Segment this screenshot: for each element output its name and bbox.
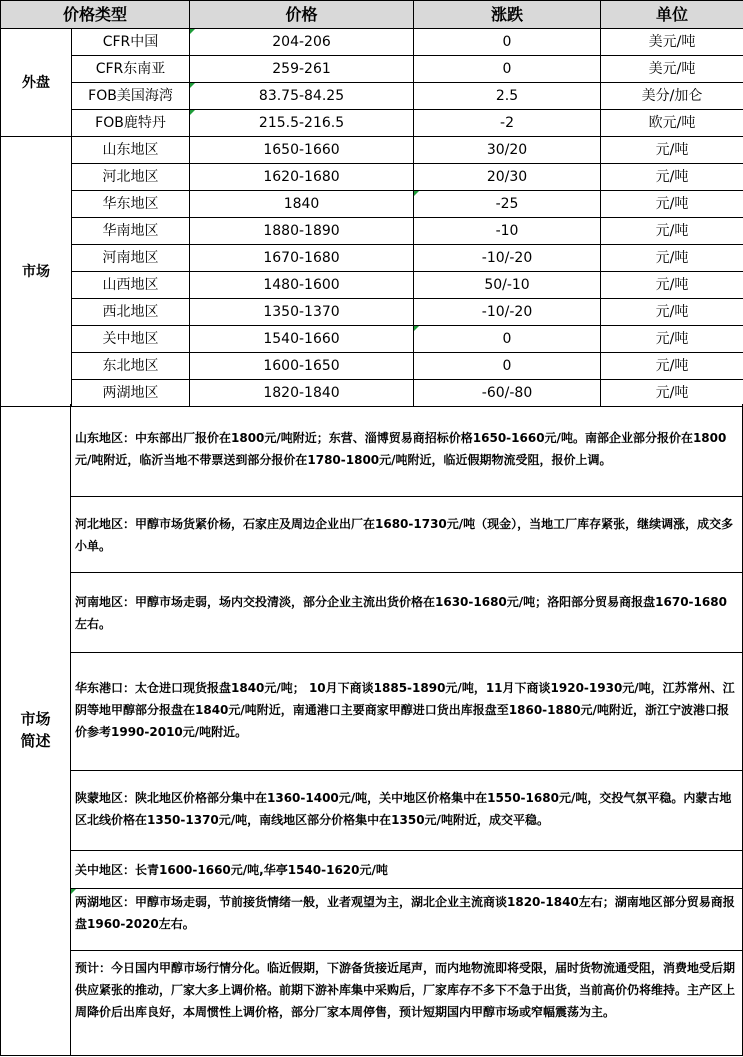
summary-label-line1: 市场 bbox=[20, 709, 51, 728]
row-price: 1880-1890 bbox=[190, 218, 414, 245]
group-foreign: 外盘 bbox=[1, 29, 72, 137]
row-name: 华南地区 bbox=[72, 218, 190, 245]
summary-text: 预计：今日国内甲醇市场行情分化。临近假期，下游备货接近尾声，而内地物流即将受限，届时货物流通受阻，消费地受后期供应紧张的推动，厂家大多上调价格。前期下游补库集中采购后，厂家库存不多下不急于出货，当前高价仍将维持。主产区上周降价后出库良好，本周惯性上调价格，部分厂家本周停售，预计短期国内甲醇市场或窄幅震荡为主。 bbox=[75, 961, 736, 1019]
row-price: 259-261 bbox=[190, 56, 414, 83]
summary-paragraph bbox=[71, 771, 743, 851]
row-change: 2.5 bbox=[414, 83, 601, 110]
row-change: -10/-20 bbox=[414, 299, 601, 326]
row-price: 1600-1650 bbox=[190, 353, 414, 380]
row-price: 1620-1680 bbox=[190, 164, 414, 191]
row-price: 83.75-84.25 bbox=[190, 83, 414, 110]
row-unit: 美分/加仑 bbox=[601, 83, 743, 110]
table-row bbox=[1, 83, 743, 110]
summary-text: 陕蒙地区：陕北地区价格部分集中在1360-1400元/吨，关中地区价格集中在1550-1680元/吨，交投气氛平稳。内蒙古地区北线价格在1350-1370元/吨，南线地区部分价格集中在1350元/吨附近，成交平稳。 bbox=[75, 791, 732, 827]
table-row bbox=[1, 218, 743, 245]
row-price: 1820-1840 bbox=[190, 380, 414, 407]
row-unit: 元/吨 bbox=[601, 272, 743, 299]
row-name: 河北地区 bbox=[72, 164, 190, 191]
row-price: 1540-1660 bbox=[190, 326, 414, 353]
row-name: 河南地区 bbox=[72, 245, 190, 272]
header-change: 涨跌 bbox=[414, 1, 601, 29]
row-unit: 元/吨 bbox=[601, 218, 743, 245]
row-change: 0 bbox=[414, 326, 601, 353]
table-row bbox=[1, 29, 743, 56]
row-change: 20/30 bbox=[414, 164, 601, 191]
table-row bbox=[1, 56, 743, 83]
group-market: 市场 bbox=[1, 137, 72, 407]
market-summary bbox=[0, 404, 743, 1057]
table-row bbox=[1, 299, 743, 326]
row-unit: 元/吨 bbox=[601, 380, 743, 407]
row-unit: 欧元/吨 bbox=[601, 110, 743, 137]
row-change: -25 bbox=[414, 191, 601, 218]
summary-text: 关中地区：长青1600-1660元/吨,华亭1540-1620元/吨 bbox=[75, 863, 388, 877]
row-change: -2 bbox=[414, 110, 601, 137]
row-name: 东北地区 bbox=[72, 353, 190, 380]
row-unit: 元/吨 bbox=[601, 245, 743, 272]
table-row bbox=[1, 245, 743, 272]
table-row bbox=[1, 164, 743, 191]
row-change: 0 bbox=[414, 353, 601, 380]
row-change: -60/-80 bbox=[414, 380, 601, 407]
summary-text: 两湖地区：甲醇市场走弱，节前接货情绪一般，业者观望为主，湖北企业主流商谈1820-1840左右；湖南地区部分贸易商报盘1960-2020左右。 bbox=[75, 895, 735, 931]
row-change: 50/-10 bbox=[414, 272, 601, 299]
row-name: 关中地区 bbox=[72, 326, 190, 353]
summary-text: 河南地区：甲醇市场走弱，场内交投清淡，部分企业主流出货价格在1630-1680元/吨；洛阳部分贸易商报盘1670-1680左右。 bbox=[75, 595, 727, 631]
table-row bbox=[1, 110, 743, 137]
row-price: 1670-1680 bbox=[190, 245, 414, 272]
row-name: 山西地区 bbox=[72, 272, 190, 299]
summary-text: 华东港口：太仓进口现货报盘1840元/吨； 10月下商谈1885-1890元/吨，11月下商谈1920-1930元/吨，江苏常州、江阴等地甲醇部分报盘在1840元/吨附近，南通港口主要商家甲醇进口货出库报盘至1860-1880元/吨附近，浙江宁波港口报价参考1990-2010元/吨附近。 bbox=[75, 681, 735, 739]
row-unit: 美元/吨 bbox=[601, 29, 743, 56]
table-row bbox=[1, 326, 743, 353]
row-name: CFR中国 bbox=[72, 29, 190, 56]
row-name: 华东地区 bbox=[72, 191, 190, 218]
summary-label-line2: 简述 bbox=[20, 731, 51, 750]
summary-paragraph bbox=[71, 497, 743, 573]
price-table bbox=[0, 0, 743, 407]
table-row bbox=[1, 353, 743, 380]
summary-paragraph bbox=[71, 573, 743, 653]
summary-text: 河北地区：甲醇市场货紧价杨，石家庄及周边企业出厂在1680-1730元/吨（现金），当地工厂库存紧张，继续调涨，成交多小单。 bbox=[75, 517, 734, 553]
summary-paragraph bbox=[71, 851, 743, 889]
row-unit: 元/吨 bbox=[601, 353, 743, 380]
row-price: 1480-1600 bbox=[190, 272, 414, 299]
row-name: FOB鹿特丹 bbox=[72, 110, 190, 137]
row-price: 1840 bbox=[190, 191, 414, 218]
summary-paragraph bbox=[71, 404, 743, 497]
summary-paragraph bbox=[71, 653, 743, 771]
header-price: 价格 bbox=[190, 1, 414, 29]
row-price: 215.5-216.5 bbox=[190, 110, 414, 137]
row-name: 山东地区 bbox=[72, 137, 190, 164]
row-change: 30/20 bbox=[414, 137, 601, 164]
row-unit: 元/吨 bbox=[601, 137, 743, 164]
row-unit: 元/吨 bbox=[601, 299, 743, 326]
table-row bbox=[1, 272, 743, 299]
table-row bbox=[1, 137, 743, 164]
row-name: FOB美国海湾 bbox=[72, 83, 190, 110]
row-unit: 元/吨 bbox=[601, 191, 743, 218]
row-name: 两湖地区 bbox=[72, 380, 190, 407]
table-row bbox=[1, 380, 743, 407]
row-name: CFR东南亚 bbox=[72, 56, 190, 83]
row-price: 1650-1660 bbox=[190, 137, 414, 164]
row-change: 0 bbox=[414, 29, 601, 56]
group-summary bbox=[0, 404, 71, 1056]
row-change: 0 bbox=[414, 56, 601, 83]
row-price: 204-206 bbox=[190, 29, 414, 56]
summary-text: 山东地区：中东部出厂报价在1800元/吨附近；东营、淄博贸易商招标价格1650-1660元/吨。南部企业部分报价在1800元/吨附近，临沂当地不带票送到部分报价在1780-1800元/吨附近，临近假期物流受阻，报价上调。 bbox=[75, 431, 727, 467]
row-price: 1350-1370 bbox=[190, 299, 414, 326]
row-name: 西北地区 bbox=[72, 299, 190, 326]
row-unit: 美元/吨 bbox=[601, 56, 743, 83]
summary-paragraph bbox=[71, 889, 743, 951]
summary-paragraph bbox=[71, 951, 743, 1056]
table-header-row bbox=[1, 1, 743, 29]
header-unit: 单位 bbox=[601, 1, 743, 29]
row-change: -10/-20 bbox=[414, 245, 601, 272]
row-unit: 元/吨 bbox=[601, 326, 743, 353]
row-change: -10 bbox=[414, 218, 601, 245]
row-unit: 元/吨 bbox=[601, 164, 743, 191]
table-row bbox=[1, 191, 743, 218]
header-type: 价格类型 bbox=[1, 1, 190, 29]
